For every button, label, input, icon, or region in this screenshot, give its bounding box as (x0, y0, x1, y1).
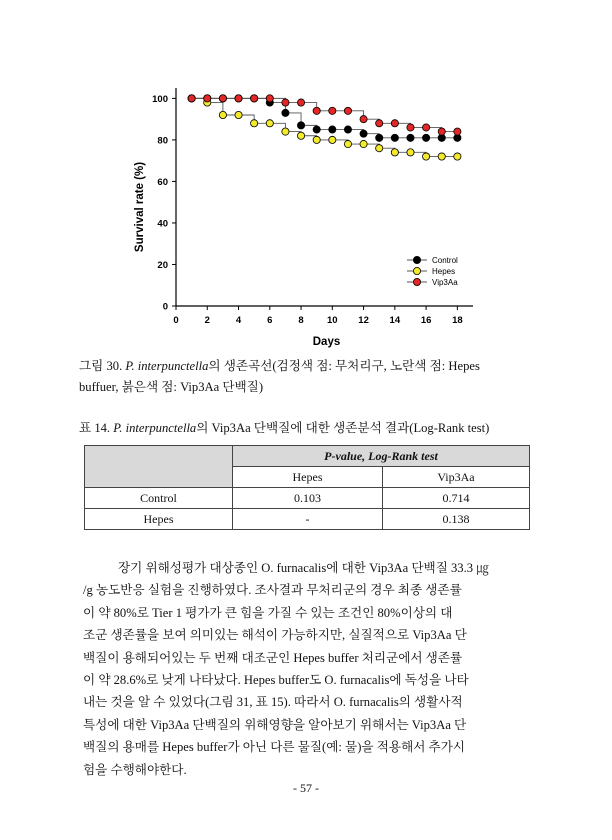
table-corner-cell (85, 446, 233, 488)
data-point-hepes (219, 111, 226, 118)
data-point-vip3aa (360, 116, 367, 123)
data-point-hepes (454, 153, 461, 160)
table-cell: 0.138 (383, 509, 530, 530)
table-cell: 0.714 (383, 488, 530, 509)
figure-caption-text: 의 생존곡선(검정색 점: 무처리구, 노란색 점: Hepes (208, 359, 480, 373)
data-point-control (407, 134, 414, 141)
data-point-vip3aa (313, 107, 320, 114)
data-point-vip3aa (423, 124, 430, 131)
data-point-hepes (391, 149, 398, 156)
x-tick-label: 2 (204, 315, 210, 326)
y-tick-label: 80 (157, 135, 168, 147)
table-col-header: Hepes (233, 467, 383, 488)
data-point-hepes (376, 145, 383, 152)
x-tick-label: 12 (358, 315, 369, 326)
page-number: - 57 - (293, 781, 319, 795)
x-tick-label: 0 (173, 315, 179, 326)
data-point-hepes (251, 120, 258, 127)
data-point-control (423, 134, 430, 141)
data-point-hepes (329, 136, 336, 143)
x-tick-label: 8 (298, 315, 304, 326)
table-cell: 0.103 (233, 488, 383, 509)
series-control (188, 95, 461, 142)
data-point-control (376, 134, 383, 141)
y-tick-label: 60 (157, 176, 168, 188)
table-row-label: Control (85, 488, 233, 509)
y-tick-label: 0 (162, 301, 168, 313)
data-point-vip3aa (204, 95, 211, 102)
data-point-hepes (282, 128, 289, 135)
x-tick-label: 16 (420, 315, 432, 326)
data-point-control (282, 109, 289, 116)
data-point-hepes (266, 120, 273, 127)
table-caption-species: P. interpunctella (113, 421, 197, 435)
body-line: 장기 위해성평가 대상종인 O. furnacalis에 대한 Vip3Aa 단백질 33.3 ㎍ (118, 561, 489, 575)
x-tick-label: 10 (327, 315, 338, 326)
table-row (85, 488, 530, 509)
data-point-hepes (297, 132, 304, 139)
data-point-hepes (360, 140, 367, 147)
survival-chart (125, 80, 495, 355)
legend-marker (413, 256, 420, 263)
table-cell: - (233, 509, 383, 530)
body-line: 내는 것을 알 수 있었다(그림 31, 표 15). 따라서 O. furnacalis의 생활사적 (83, 695, 463, 710)
data-point-control (297, 122, 304, 129)
legend-label: Hepes (432, 267, 456, 276)
data-point-vip3aa (344, 107, 351, 114)
chart-series (188, 95, 461, 160)
body-line: 백질의 용매를 Hepes buffer가 아닌 다른 물질(예: 물)을 적용해서 추가시 (83, 740, 466, 755)
data-point-vip3aa (235, 95, 242, 102)
figure-caption-text-2: buffuer, 붉은색 점: Vip3Aa 단백질) (79, 380, 264, 394)
data-point-vip3aa (438, 128, 445, 135)
data-point-control (313, 126, 320, 133)
data-point-vip3aa (407, 124, 414, 131)
table-row (85, 509, 530, 530)
legend-label: Vip3Aa (432, 278, 458, 287)
chart-legend (407, 256, 458, 287)
data-point-hepes (313, 136, 320, 143)
table-col-header: Vip3Aa (383, 467, 530, 488)
table-group-header: P-value, Log-Rank test (233, 446, 530, 467)
data-point-hepes (438, 153, 445, 160)
log-rank-table (84, 445, 530, 530)
series-line-control (192, 98, 458, 137)
y-axis-label: Survival rate (%) (134, 161, 146, 253)
data-point-control (329, 126, 336, 133)
body-line: 험을 수행해야한다. (83, 762, 187, 777)
body-line: 특성에 대한 Vip3Aa 단백질의 위해영향을 알아보기 위해서는 Vip3Aa 단 (83, 717, 467, 732)
body-line: 조군 생존률을 보여 의미있는 해석이 가능하지만, 실질적으로 Vip3Aa 단 (83, 628, 467, 643)
data-point-vip3aa (376, 120, 383, 127)
data-point-vip3aa (391, 120, 398, 127)
x-tick-label: 18 (452, 315, 463, 326)
figure-caption (79, 356, 534, 398)
body-line: 이 약 28.6%로 낮게 나타났다. Hepes buffer도 O. furnacalis에 독성을 나타 (83, 673, 469, 688)
data-point-vip3aa (188, 95, 195, 102)
data-point-hepes (407, 149, 414, 156)
table-caption (79, 418, 534, 439)
body-line: /g 농도반응 실험을 진행하였다. 조사결과 무처리군의 경우 최종 생존률 (83, 583, 462, 598)
body-line: 이 약 80%로 Tier 1 평가가 큰 힘을 가질 수 있는 조건인 80%이상의 대 (83, 605, 453, 620)
data-point-hepes (423, 153, 430, 160)
legend-marker (413, 267, 420, 274)
x-tick-label: 6 (267, 315, 273, 326)
data-point-vip3aa (266, 95, 273, 102)
data-point-control (360, 130, 367, 137)
data-point-vip3aa (251, 95, 258, 102)
table-caption-prefix: 표 14. (79, 421, 114, 435)
data-point-hepes (235, 111, 242, 118)
body-paragraph (83, 557, 530, 781)
body-line: 백질이 용해되어있는 두 번째 대조군인 Hepes buffer 처리군에서 생존률 (83, 650, 463, 665)
data-point-vip3aa (297, 99, 304, 106)
legend-marker (413, 278, 420, 285)
table-row-label: Hepes (85, 509, 233, 530)
data-point-control (344, 126, 351, 133)
y-tick-label: 100 (152, 93, 168, 105)
data-point-hepes (344, 140, 351, 147)
figure-caption-prefix: 그림 30. (79, 359, 126, 373)
y-tick-label: 20 (157, 259, 168, 271)
table-caption-text: 의 Vip3Aa 단백질에 대한 생존분석 결과(Log-Rank test) (196, 421, 490, 435)
data-point-vip3aa (329, 107, 336, 114)
data-point-vip3aa (282, 99, 289, 106)
data-point-vip3aa (454, 128, 461, 135)
data-point-control (391, 134, 398, 141)
y-tick-label: 40 (157, 218, 168, 230)
legend-label: Control (432, 256, 458, 265)
data-point-vip3aa (219, 95, 226, 102)
figure-caption-species: P. interpunctella (125, 359, 209, 373)
x-tick-label: 4 (235, 315, 242, 326)
x-axis-label: Days (312, 336, 341, 348)
x-tick-label: 14 (389, 315, 401, 326)
